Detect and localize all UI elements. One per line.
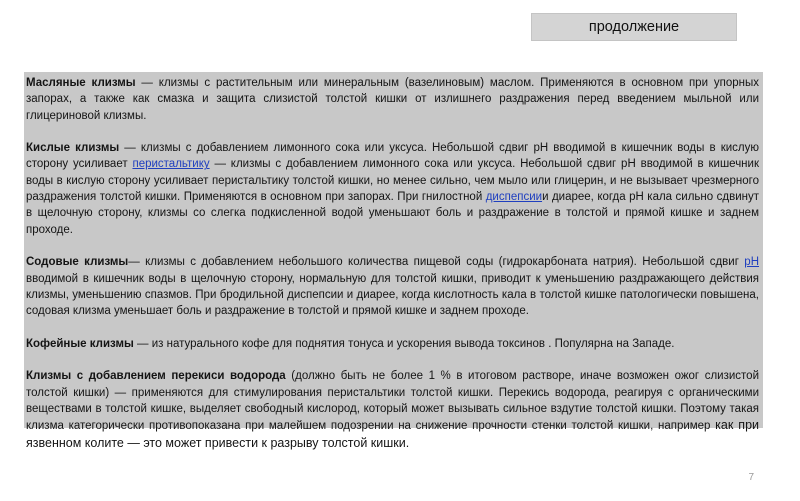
term-acid-enemas: Кислые клизмы (26, 142, 120, 155)
acid-enemas-text-2: — клизмы с добавлением лимонного сока или уксуса. Небольшой сдвиг pH вводимой в кишечник воды в кислую сторону усиливает перистальтику толстой кишки, но менее сильно, чем мыло или глицерин, и не вызывает чрезмерного раздражения толстой кишки. Применяются в основном при запорах. При гнилостной (26, 158, 759, 204)
link-ph[interactable]: pH (744, 256, 759, 269)
peroxide-enemas-text-2: как при язвенном колите — это может привести к разрыву толстой кишки. (26, 418, 759, 450)
term-soda-enemas: Содовые клизмы (26, 256, 129, 269)
paragraph-coffee-enemas (26, 336, 759, 352)
paragraph-peroxide-enemas (26, 368, 759, 451)
continue-label: продолжение (531, 13, 737, 41)
paragraph-acid-enemas (26, 140, 759, 238)
acid-enemas-text-3: и диарее, когда pH кала сильно сдвинут в щелочную сторону, клизмы со слегка подкисленной водой уменьшают боль и раздражение в толстой и прямой кишке и заднем проходе. (26, 191, 759, 236)
term-coffee-enemas: Кофейные клизмы (26, 337, 134, 350)
main-text (26, 75, 759, 452)
term-peroxide-enemas: Клизмы с добавлением перекиси водорода (26, 370, 286, 383)
soda-enemas-text-2: вводимой в кишечник воды в щелочную сторону, нормальную для толстой кишки, приводит к уменьшению раздражающего действия клизмы, уменьшению спазмов. При бродильной диспепсии и диарее, когда кислотность кала в толстой кишке патологически повышена, содовая клизма уменьшает боль и раздражение в толстой и прямой кишке и заднем проходе. (26, 272, 759, 318)
paragraph-soda-enemas (26, 254, 759, 319)
coffee-enemas-text: — из натурального кофе для поднятия тонуса и ускорения вывода токсинов . Популярна на Западе. (133, 337, 675, 350)
acid-enemas-text-1: — клизмы с добавлением лимонного сока или уксуса. Небольшой сдвиг pH вводимой в кишечник воды в кислую сторону усиливает (26, 142, 760, 171)
peroxide-enemas-text-1: (должно быть не более 1 % в итоговом растворе, иначе возможен ожог слизистой толстой кишки) — применяются для стимулирования перистальтики толстой кишки. Перекись водорода, реагируя с органическими веществами в толстой кишке, выделяет свободный кислород, который может вызывать сильное вздутие толстой кишки. Поэтому такая клизма категорически противопоказана при малейшем подозрении на снижение прочности стенки толстой кишки, например (26, 370, 759, 433)
paragraph-oil-enemas (26, 75, 759, 124)
link-dyspepsia[interactable]: диспепсии (485, 191, 543, 204)
term-oil-enemas: Масляные клизмы (26, 77, 136, 89)
page-number: 7 (748, 472, 754, 483)
link-peristalsis[interactable]: перистальтику (132, 158, 210, 171)
soda-enemas-text-1: — клизмы с добавлением небольшого количества пищевой соды (гидрокарбоната натрия). Небольшой сдвиг (128, 256, 745, 269)
oil-enemas-text: — клизмы с растительным или минеральным (вазелиновым) маслом. Применяются в основном при упорных запорах, а также как смазка и защита слизистой толстой кишки от излишнего раздражения перед введением мыльной или глицериновой клизмы. (26, 77, 759, 122)
